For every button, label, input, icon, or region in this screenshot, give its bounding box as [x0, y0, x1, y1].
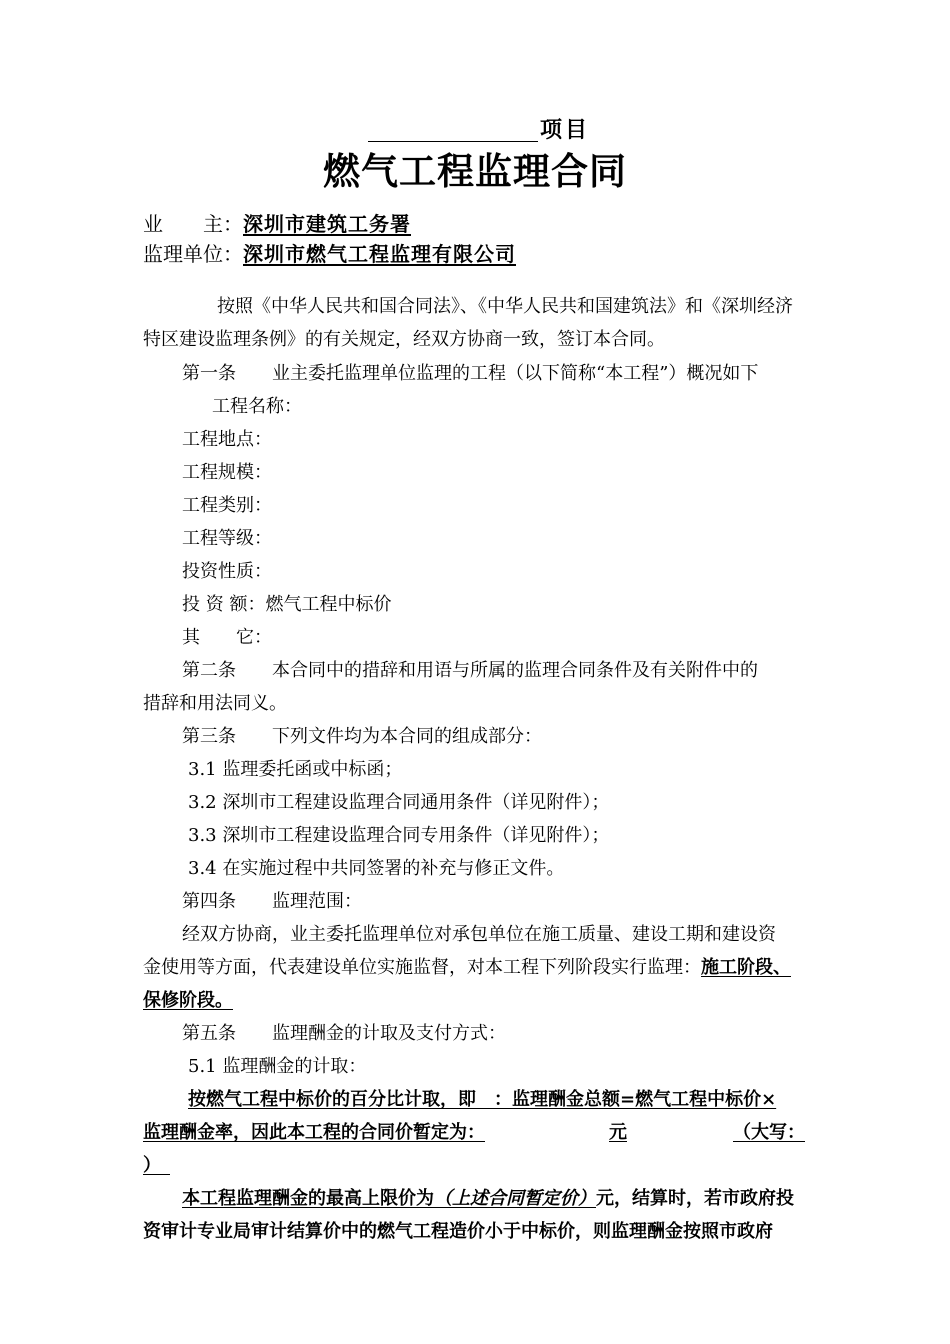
article-3-4: 3.4 在实施过程中共同签署的补充与修正文件。 [188, 858, 565, 879]
article-2-line-2: 措辞和用法同义。 [143, 693, 287, 714]
supervisor-label: 监理单位： [143, 242, 243, 266]
article-4: 第四条 监理范围： [182, 891, 362, 912]
cap-line-1-a: 本工程监理酬金的最高上限价为 [182, 1188, 434, 1209]
contract-title: 燃气工程监理合同 [323, 150, 627, 193]
cap-line-1-c: 元，结算时，若市政府投 [596, 1188, 794, 1209]
fee-uppercase-label: （大写： [733, 1122, 805, 1143]
project-name-blank [368, 119, 538, 142]
project-suffix: 项目 [540, 117, 591, 143]
fee-line-2 [143, 1121, 805, 1145]
others-field: 其 它： [182, 627, 272, 648]
intro-line-2: 特区建设监理条例》的有关规定，经双方协商一致，签订本合同。 [143, 329, 665, 350]
article-3: 第三条 下列文件均为本合同的组成部分： [182, 726, 542, 747]
article-3-1: 3.1 监理委托函或中标函； [188, 759, 403, 780]
project-grade-field: 工程等级： [182, 528, 272, 549]
fee-line-3 [143, 1154, 170, 1178]
owner-value: 深圳市建筑工务署 [243, 212, 411, 236]
owner-label: 业 主： [143, 212, 243, 236]
investment-amount-field: 投 资 额：燃气工程中标价 [182, 594, 392, 615]
investment-nature-field: 投资性质： [182, 561, 272, 582]
article-5: 第五条 监理酬金的计取及支付方式： [182, 1023, 506, 1044]
project-scale-field: 工程规模： [182, 462, 272, 483]
article-4-line-2 [143, 956, 791, 980]
fee-line-2-text: 监理酬金率，因此本工程的合同价暂定为： [143, 1122, 485, 1143]
article-1: 第一条 业主委托监理单位监理的工程（以下简称“本工程”）概况如下 [182, 363, 759, 384]
cap-line-1-b: （上述合同暂定价） [434, 1188, 596, 1209]
article-3-3: 3.3 深圳市工程建设监理合同专用条件（详见附件）； [188, 825, 610, 846]
article-3-2: 3.2 深圳市工程建设监理合同通用条件（详见附件）； [188, 792, 610, 813]
project-name-field: 工程名称： [212, 396, 302, 417]
article-4-line-2-plain: 金使用等方面，代表建设单位实施监督，对本工程下列阶段实行监理： [143, 957, 701, 978]
fee-line-1: 按燃气工程中标价的百分比计取，即 ：监理酬金总额=燃气工程中标价× [188, 1089, 777, 1110]
article-5-1: 5.1 监理酬金的计取： [188, 1056, 367, 1077]
project-type-field: 工程类别： [182, 495, 272, 516]
article-4-stage-warranty: 保修阶段。 [143, 990, 233, 1011]
project-title-line [368, 118, 590, 142]
fee-unit: 元 [609, 1122, 627, 1143]
intro-line-1: 按照《中华人民共和国合同法》、《中华人民共和国建筑法》和《深圳经济 [217, 296, 793, 317]
article-4-stage-construction: 施工阶段、 [701, 957, 791, 978]
supervisor-value: 深圳市燃气工程监理有限公司 [243, 242, 516, 266]
project-location-field: 工程地点： [182, 429, 272, 450]
article-2-line-1: 第二条 本合同中的措辞和用语与所属的监理合同条件及有关附件中的 [182, 660, 758, 681]
supervisor-line [143, 240, 516, 268]
owner-line [143, 210, 411, 238]
cap-line-1 [182, 1187, 794, 1211]
cap-line-2: 资审计专业局审计结算价中的燃气工程造价小于中标价，则监理酬金按照市政府 [143, 1221, 773, 1242]
article-4-line-1: 经双方协商，业主委托监理单位对承包单位在施工质量、建设工期和建设资 [182, 924, 776, 945]
fee-line-3-text: ） [143, 1155, 152, 1176]
